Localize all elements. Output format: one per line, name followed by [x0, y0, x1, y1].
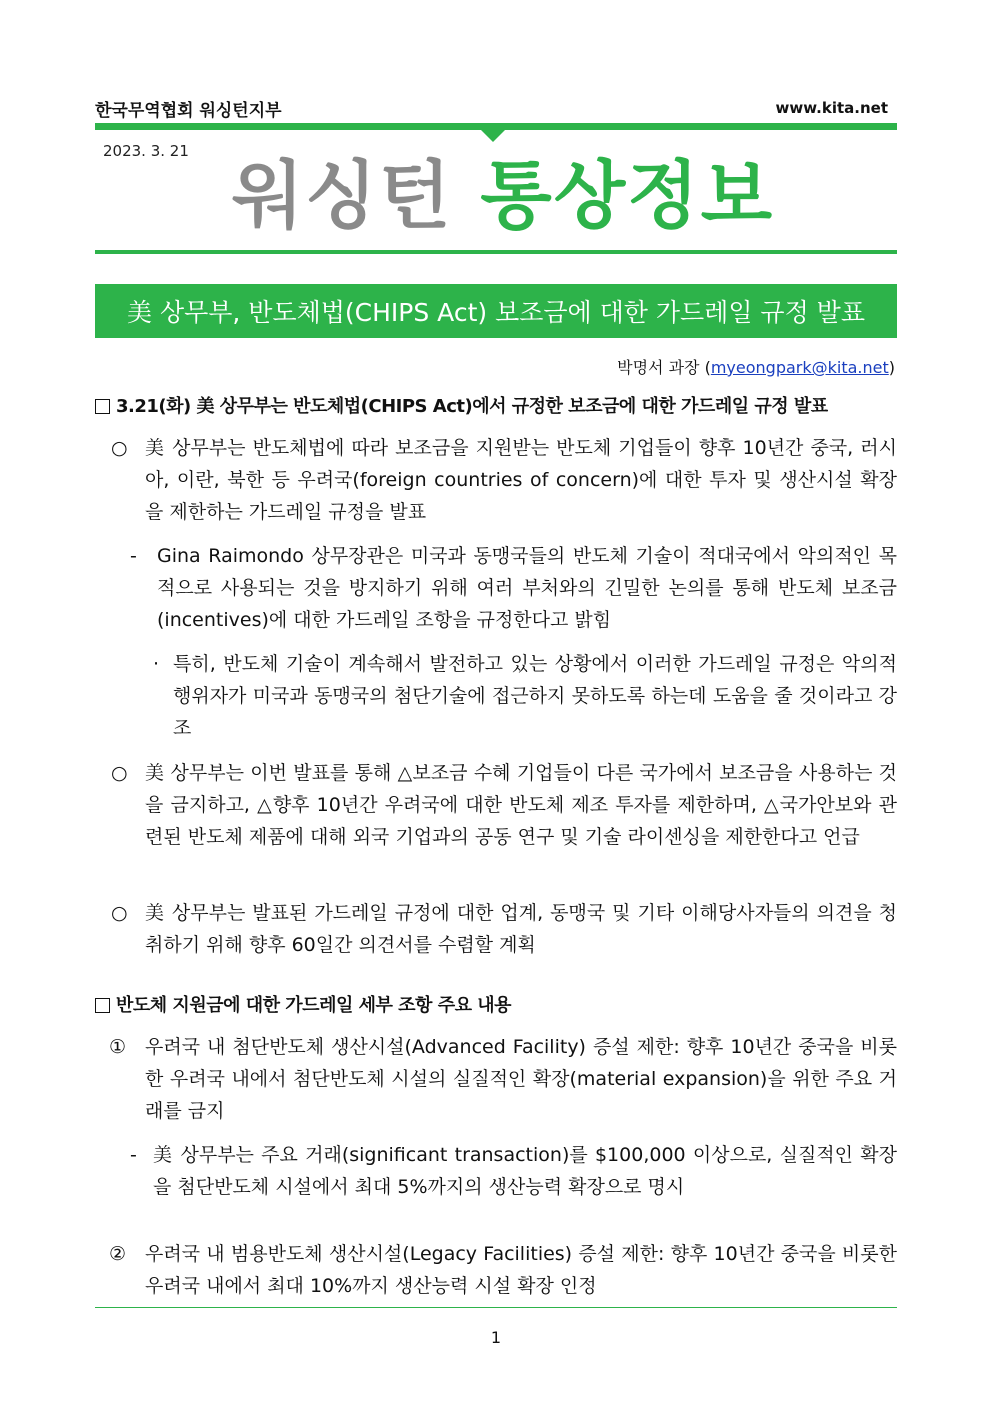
section1-subitem1: Gina Raimondo 상무장관은 미국과 동맹국들의 반도체 기술이 적대국에서 악의적인 목적으로 사용되는 것을 방지하기 위해 여러 부처와의 긴밀한 논의를 통해 반도체 보조금(incentives)에 대한 가드레일 조항을 규정한다고 밝힘: [157, 545, 897, 631]
author-email-link[interactable]: myeongpark@kita.net: [710, 358, 889, 377]
dash-bullet-icon: -: [130, 1144, 137, 1166]
dot-bullet-icon: ·: [153, 653, 160, 675]
page-number: 1: [490, 1328, 502, 1347]
masthead-gray: 워싱턴: [232, 153, 453, 239]
circle-bullet-icon: ○: [111, 437, 128, 459]
masthead: [232, 146, 774, 246]
section2-item2: 우려국 내 범용반도체 생산시설(Legacy Facilities) 증설 제한: 향후 10년간 중국을 비롯한 우려국 내에서 최대 10%까지 생산능력 시설 확장 인정: [145, 1243, 897, 1297]
section1-heading: [95, 392, 828, 418]
masthead-green: 통상정보: [480, 153, 775, 239]
checkbox-square-icon: [95, 399, 110, 414]
author-line: [617, 355, 895, 378]
checkbox-square-icon: [95, 998, 110, 1013]
dash-bullet-icon: -: [130, 545, 137, 567]
author-suffix: ): [888, 358, 895, 377]
section1-item1: 美 상무부는 반도체법에 따라 보조금을 지원받는 반도체 기업들이 향후 10년간 중국, 러시아, 이란, 북한 등 우려국(foreign countries of concern)에 대한 투자 및 생산시설 확장을 제한하는 가드레일 규정을 발표: [145, 437, 897, 523]
section1-item3: 美 상무부는 발표된 가드레일 규정에 대한 업계, 동맹국 및 기타 이해당사자들의 의견을 청취하기 위해 향후 60일간 의견서를 수렴할 계획: [145, 902, 897, 956]
footer-rule: [95, 1307, 897, 1308]
circled-one-icon: ①: [109, 1036, 127, 1058]
section2-heading: [95, 991, 511, 1017]
organization-name: 한국무역협회 워싱턴지부: [95, 101, 282, 121]
section1-subsubitem1: 특히, 반도체 기술이 계속해서 발전하고 있는 상황에서 이러한 가드레일 규정은 악의적 행위자가 미국과 동맹국의 첨단기술에 접근하지 못하도록 하는데 도움을 줄 것이라고 강조: [173, 653, 897, 739]
title-text: 美 상무부, 반도체법(CHIPS Act) 보조금에 대한 가드레일 규정 발표: [127, 298, 865, 327]
website-url: www.kita.net: [775, 99, 888, 117]
publish-date: 2023. 3. 21: [103, 142, 189, 160]
section2-heading-text: 반도체 지원금에 대한 가드레일 세부 조항 주요 내용: [116, 995, 512, 1016]
section1-heading-text: 3.21(화) 美 상무부는 반도체법(CHIPS Act)에서 규정한 보조금에 대한 가드레일 규정 발표: [116, 396, 828, 417]
author-name: 박명서 과장 (: [617, 358, 711, 377]
section2-subitem1: 美 상무부는 주요 거래(significant transaction)를 $100,000 이상으로, 실질적인 확장을 첨단반도체 시설에서 최대 5%까지의 생산능력 확장으로 명시: [153, 1144, 897, 1198]
header-rule-pointer: [481, 130, 505, 142]
circle-bullet-icon: ○: [111, 902, 128, 924]
section2-item1: 우려국 내 첨단반도체 생산시설(Advanced Facility) 증설 제한: 향후 10년간 중국을 비롯한 우려국 내에서 첨단반도체 시설의 실질적인 확장(material expansion)을 위한 주요 거래를 금지: [145, 1036, 897, 1122]
circled-two-icon: ②: [109, 1243, 127, 1265]
section1-item2: 美 상무부는 이번 발표를 통해 △보조금 수혜 기업들이 다른 국가에서 보조금을 사용하는 것을 금지하고, △향후 10년간 우려국에 대한 반도체 제조 투자를 제한하며, △국가안보와 관련된 반도체 제품에 대해 외국 기업과의 공동 연구 및 기술 라이센싱을 제한한다고 언급: [145, 762, 897, 848]
title-banner: [95, 284, 897, 338]
header-rule: [95, 123, 897, 130]
masthead-rule: [95, 250, 897, 254]
circle-bullet-icon: ○: [111, 762, 128, 784]
